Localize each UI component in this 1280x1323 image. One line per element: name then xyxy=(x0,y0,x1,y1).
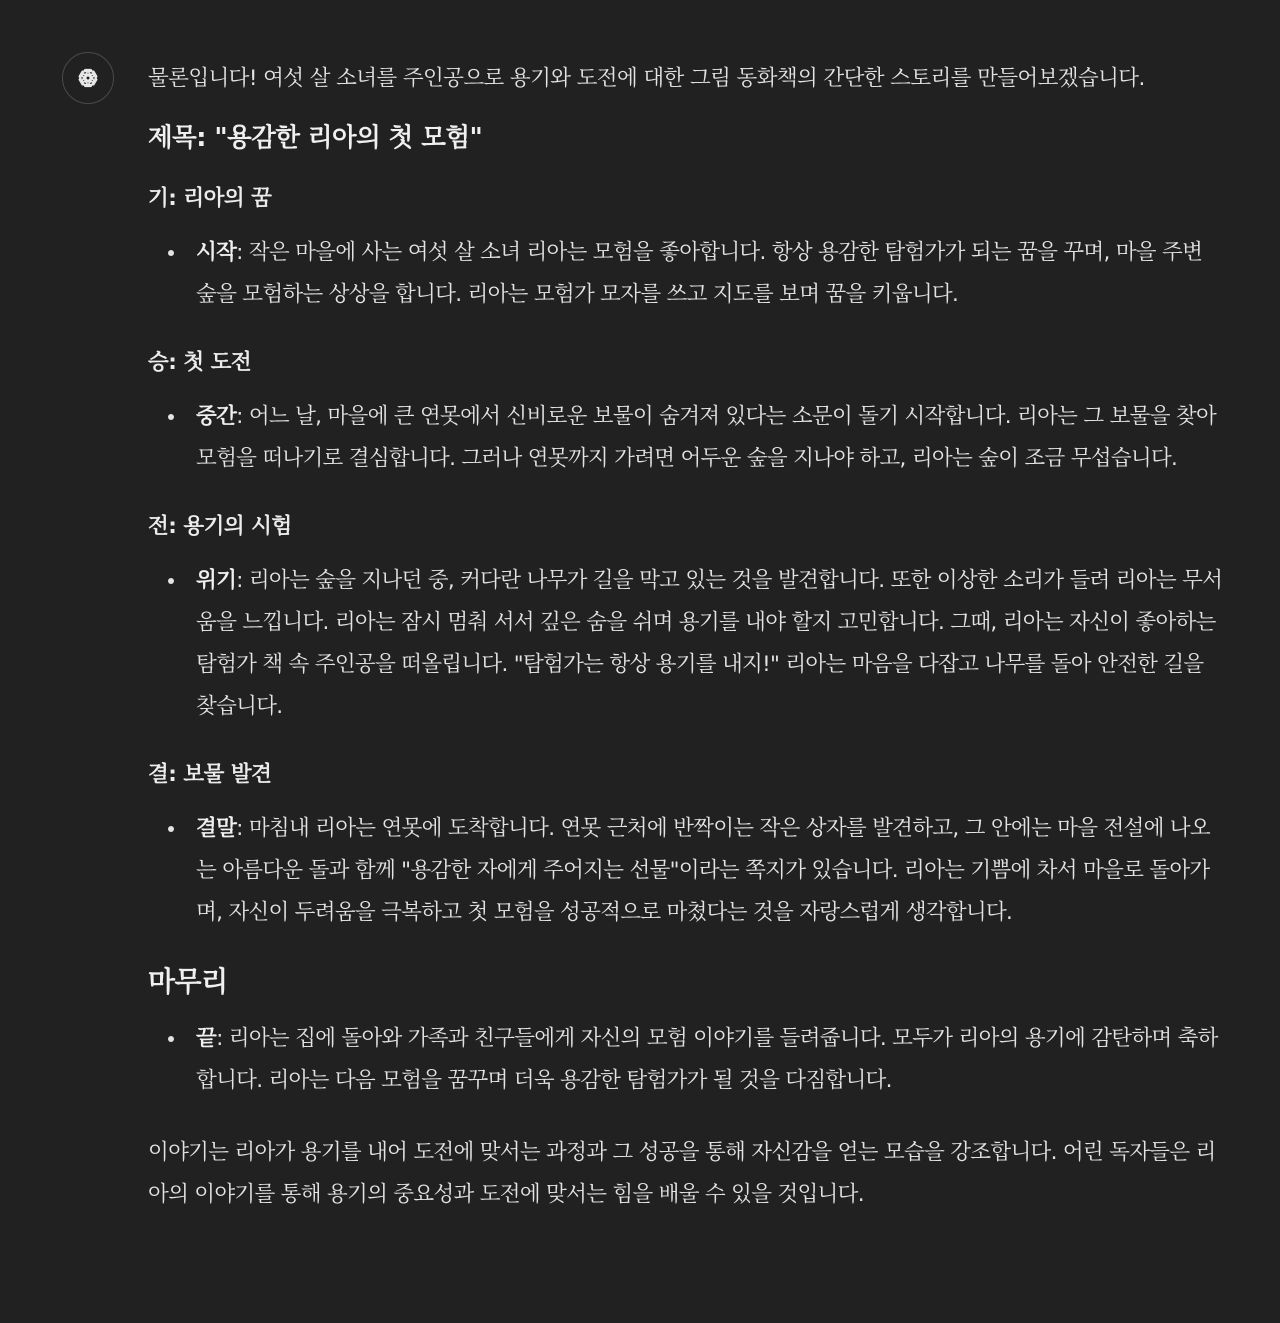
section-heading-gi: 기: 리아의 꿈 xyxy=(148,186,272,211)
bullet-icon xyxy=(168,414,174,420)
openai-logo-icon xyxy=(73,63,103,93)
section-heading-seung: 승: 첫 도전 xyxy=(148,350,252,375)
bullet-text: : 리아는 집에 돌아와 가족과 친구들에게 자신의 모험 이야기를 들려줍니다. 모두가 리아의 용기에 감탄하며 축하합니다. 리아는 다음 모험을 꿈꾸며 더욱 용감한 탐험가가 될 것을 다짐합니다. xyxy=(196,1026,1218,1093)
bullet-text: : 마침내 리아는 연못에 도착합니다. 연못 근처에 반짝이는 작은 상자를 발견하고, 그 안에는 마을 전설에 나오는 아름다운 돌과 함께 "용감한 자에게 주어지는 선물"이라는 쪽지가 있습니다. 리아는 기쁨에 차서 마을로 돌아가며, 자신이 두려움을 극복하고 첫 모험을 성공적으로 마쳤다는 것을 자랑스럽게 생각합니다. xyxy=(196,816,1210,925)
assistant-message xyxy=(148,62,1228,1216)
message-outro: 이야기는 리아가 용기를 내어 도전에 맞서는 과정과 그 성공을 통해 자신감을 얻는 모습을 강조합니다. 어린 독자들은 리아의 이야기를 통해 용기의 중요성과 도전에 맞서는 힘을 배울 수 있을 것입니다. xyxy=(148,1140,1216,1207)
bullet-term: 중간 xyxy=(196,404,237,429)
section-heading-jeon: 전: 용기의 시험 xyxy=(148,514,292,539)
list-item xyxy=(148,232,1228,316)
bullet-text: : 작은 마을에 사는 여섯 살 소녀 리아는 모험을 좋아합니다. 항상 용감한 탐험가가 되는 꿈을 꾸며, 마을 주변 숲을 모험하는 상상을 합니다. 리아는 모험가 모자를 쓰고 지도를 보며 꿈을 키웁니다. xyxy=(196,240,1203,307)
bullet-icon xyxy=(168,1036,174,1042)
bullet-term: 끝 xyxy=(196,1026,217,1051)
assistant-avatar xyxy=(62,52,114,104)
bullet-term: 시작 xyxy=(196,240,237,265)
bullet-text: : 어느 날, 마을에 큰 연못에서 신비로운 보물이 숨겨져 있다는 소문이 돌기 시작합니다. 리아는 그 보물을 찾아 모험을 떠나기로 결심합니다. 그러나 연못까지 가려면 어두운 숲을 지나야 하고, 리아는 숲이 조금 무섭습니다. xyxy=(196,404,1217,471)
bullet-term: 위기 xyxy=(196,568,237,593)
story-title: 제목: "용감한 리아의 첫 모험" xyxy=(148,123,483,153)
bullet-icon xyxy=(168,578,174,584)
list-item xyxy=(148,808,1228,934)
bullet-icon xyxy=(168,826,174,832)
section-heading-gyeol: 결: 보물 발견 xyxy=(148,762,272,787)
message-intro: 물론입니다! 여섯 살 소녀를 주인공으로 용기와 도전에 대한 그림 동화책의 간단한 스토리를 만들어보겠습니다. xyxy=(148,66,1145,91)
list-item xyxy=(148,1018,1228,1102)
closing-heading: 마무리 xyxy=(148,965,228,998)
bullet-text: : 리아는 숲을 지나던 중, 커다란 나무가 길을 막고 있는 것을 발견합니다. 또한 이상한 소리가 들려 리아는 무서움을 느낍니다. 리아는 잠시 멈춰 서서 깊은 숨을 쉬며 용기를 내야 할지 고민합니다. 그때, 리아는 자신이 좋아하는 탐험가 책 속 주인공을 떠올립니다. "탐험가는 항상 용기를 내지!" 리아는 마음을 다잡고 나무를 돌아 안전한 길을 찾습니다. xyxy=(196,568,1223,719)
list-item xyxy=(148,396,1228,480)
bullet-icon xyxy=(168,250,174,256)
bullet-term: 결말 xyxy=(196,816,237,841)
list-item xyxy=(148,560,1228,728)
